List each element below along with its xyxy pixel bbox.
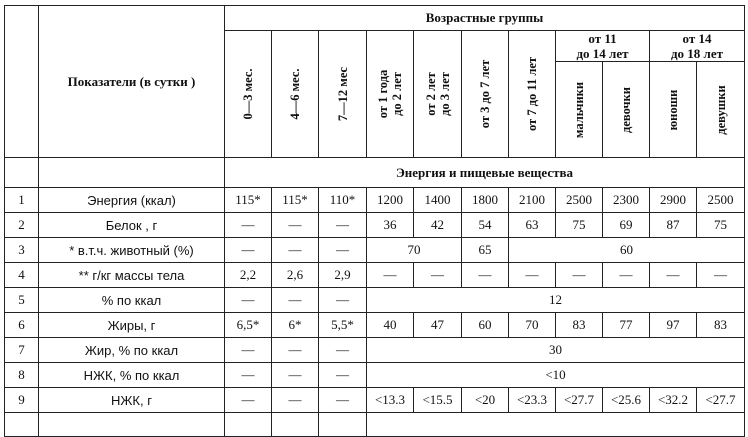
cell: 83	[697, 313, 745, 338]
row-label: Белок , г	[39, 213, 225, 238]
cell: <13.3	[367, 388, 414, 413]
cell: 69	[603, 213, 650, 238]
nutrition-norms-table	[4, 5, 745, 437]
row-label: Жир, % по ккал	[39, 338, 225, 363]
row-number: 9	[5, 388, 39, 413]
cell: —	[650, 263, 697, 288]
col-header-2-3y: от 2 лет до 3 лет	[414, 31, 462, 158]
cell: —	[272, 288, 319, 313]
cell: 5,5*	[319, 313, 367, 338]
cell: 47	[414, 313, 462, 338]
cell: 87	[650, 213, 697, 238]
cell: 110*	[319, 188, 367, 213]
cell: 97	[650, 313, 697, 338]
merged-cell: 70	[367, 238, 462, 263]
col-header-young-women: девушки	[697, 62, 745, 158]
cell: 54	[462, 213, 509, 238]
col-header-7-11y: от 7 до 11 лет	[509, 31, 556, 158]
table-row	[5, 288, 745, 313]
cell: 83	[556, 313, 603, 338]
cell: —	[462, 263, 509, 288]
row-label: % по ккал	[39, 288, 225, 313]
cell: —	[272, 388, 319, 413]
cell: 36	[367, 213, 414, 238]
cell: 2900	[650, 188, 697, 213]
empty-cell	[5, 413, 39, 437]
cell: —	[272, 363, 319, 388]
cell: —	[225, 363, 272, 388]
row-label: * в.т.ч. животный (%)	[39, 238, 225, 263]
table-row	[5, 338, 745, 363]
row-number: 8	[5, 363, 39, 388]
cell: —	[319, 288, 367, 313]
cell: —	[225, 288, 272, 313]
cell: —	[225, 388, 272, 413]
cell: —	[272, 338, 319, 363]
cell: <25.6	[603, 388, 650, 413]
empty-row	[5, 413, 745, 437]
cell: <27.7	[556, 388, 603, 413]
cell: 115*	[225, 188, 272, 213]
cell: 63	[509, 213, 556, 238]
cell: 2500	[697, 188, 745, 213]
cell: —	[414, 263, 462, 288]
cell: <20	[462, 388, 509, 413]
cell: <15.5	[414, 388, 462, 413]
cell: —	[367, 263, 414, 288]
cell: 2500	[556, 188, 603, 213]
col-header-boys: мальчики	[556, 62, 603, 158]
cell: 42	[414, 213, 462, 238]
cell: 2100	[509, 188, 556, 213]
cell: —	[319, 213, 367, 238]
section-number-cell	[5, 158, 39, 188]
cell: —	[319, 388, 367, 413]
table-row	[5, 388, 745, 413]
cell: —	[697, 263, 745, 288]
cell: 1200	[367, 188, 414, 213]
merged-cell: 65	[462, 238, 509, 263]
row-number: 7	[5, 338, 39, 363]
cell: —	[225, 338, 272, 363]
header-row-1	[5, 6, 745, 31]
cell: —	[319, 338, 367, 363]
empty-cell	[39, 413, 225, 437]
cell: 2,2	[225, 263, 272, 288]
cell: 1400	[414, 188, 462, 213]
cell: <32.2	[650, 388, 697, 413]
empty-cell	[319, 413, 367, 437]
cell: 40	[367, 313, 414, 338]
cell: 75	[556, 213, 603, 238]
cell: 6,5*	[225, 313, 272, 338]
cell: —	[319, 363, 367, 388]
merged-cell: 30	[367, 338, 745, 363]
table-row	[5, 313, 745, 338]
table-row	[5, 188, 745, 213]
col-header-young-men: юноши	[650, 62, 697, 158]
row-label: Энергия (ккал)	[39, 188, 225, 213]
cell: 75	[697, 213, 745, 238]
cell: 2,6	[272, 263, 319, 288]
group-header-11-14: от 11 до 14 лет	[556, 31, 650, 62]
col-header-1-2y: от 1 года до 2 лет	[367, 31, 414, 158]
cell: <23.3	[509, 388, 556, 413]
row-label: Жиры, г	[39, 313, 225, 338]
indicator-header: Показатели (в сутки )	[39, 6, 225, 158]
section-title: Энергия и пищевые вещества	[225, 158, 745, 188]
cell: 2300	[603, 188, 650, 213]
col-header-4-6m: 4—6 мес.	[272, 31, 319, 158]
row-number: 3	[5, 238, 39, 263]
merged-cell: 12	[367, 288, 745, 313]
cell: —	[556, 263, 603, 288]
cell: 1800	[462, 188, 509, 213]
cell: —	[225, 238, 272, 263]
cell: —	[319, 238, 367, 263]
row-number: 1	[5, 188, 39, 213]
cell: —	[272, 213, 319, 238]
row-number: 5	[5, 288, 39, 313]
empty-cell	[367, 413, 745, 437]
cell: 60	[462, 313, 509, 338]
header-number-cell	[5, 6, 39, 158]
age-groups-title: Возрастные группы	[225, 6, 745, 31]
cell: 6*	[272, 313, 319, 338]
table-row	[5, 238, 745, 263]
cell: —	[272, 238, 319, 263]
row-label: ** г/кг массы тела	[39, 263, 225, 288]
row-label: НЖК, % по ккал	[39, 363, 225, 388]
cell: <27.7	[697, 388, 745, 413]
empty-cell	[225, 413, 272, 437]
cell: —	[225, 213, 272, 238]
table-row	[5, 213, 745, 238]
row-number: 6	[5, 313, 39, 338]
table-row	[5, 263, 745, 288]
row-number: 4	[5, 263, 39, 288]
table-row	[5, 363, 745, 388]
cell: 70	[509, 313, 556, 338]
cell: —	[509, 263, 556, 288]
row-number: 2	[5, 213, 39, 238]
col-header-girls: девочки	[603, 62, 650, 158]
row-label: НЖК, г	[39, 388, 225, 413]
empty-cell	[272, 413, 319, 437]
col-header-7-12m: 7—12 мес	[319, 31, 367, 158]
cell: —	[603, 263, 650, 288]
col-header-3-7y: от 3 до 7 лет	[462, 31, 509, 158]
cell: 2,9	[319, 263, 367, 288]
col-header-0-3m: 0—3 мес.	[225, 31, 272, 158]
group-header-14-18: от 14 до 18 лет	[650, 31, 745, 62]
cell: 77	[603, 313, 650, 338]
merged-cell: <10	[367, 363, 745, 388]
cell: 115*	[272, 188, 319, 213]
section-label-cell	[39, 158, 225, 188]
section-row	[5, 158, 745, 188]
merged-cell: 60	[509, 238, 745, 263]
